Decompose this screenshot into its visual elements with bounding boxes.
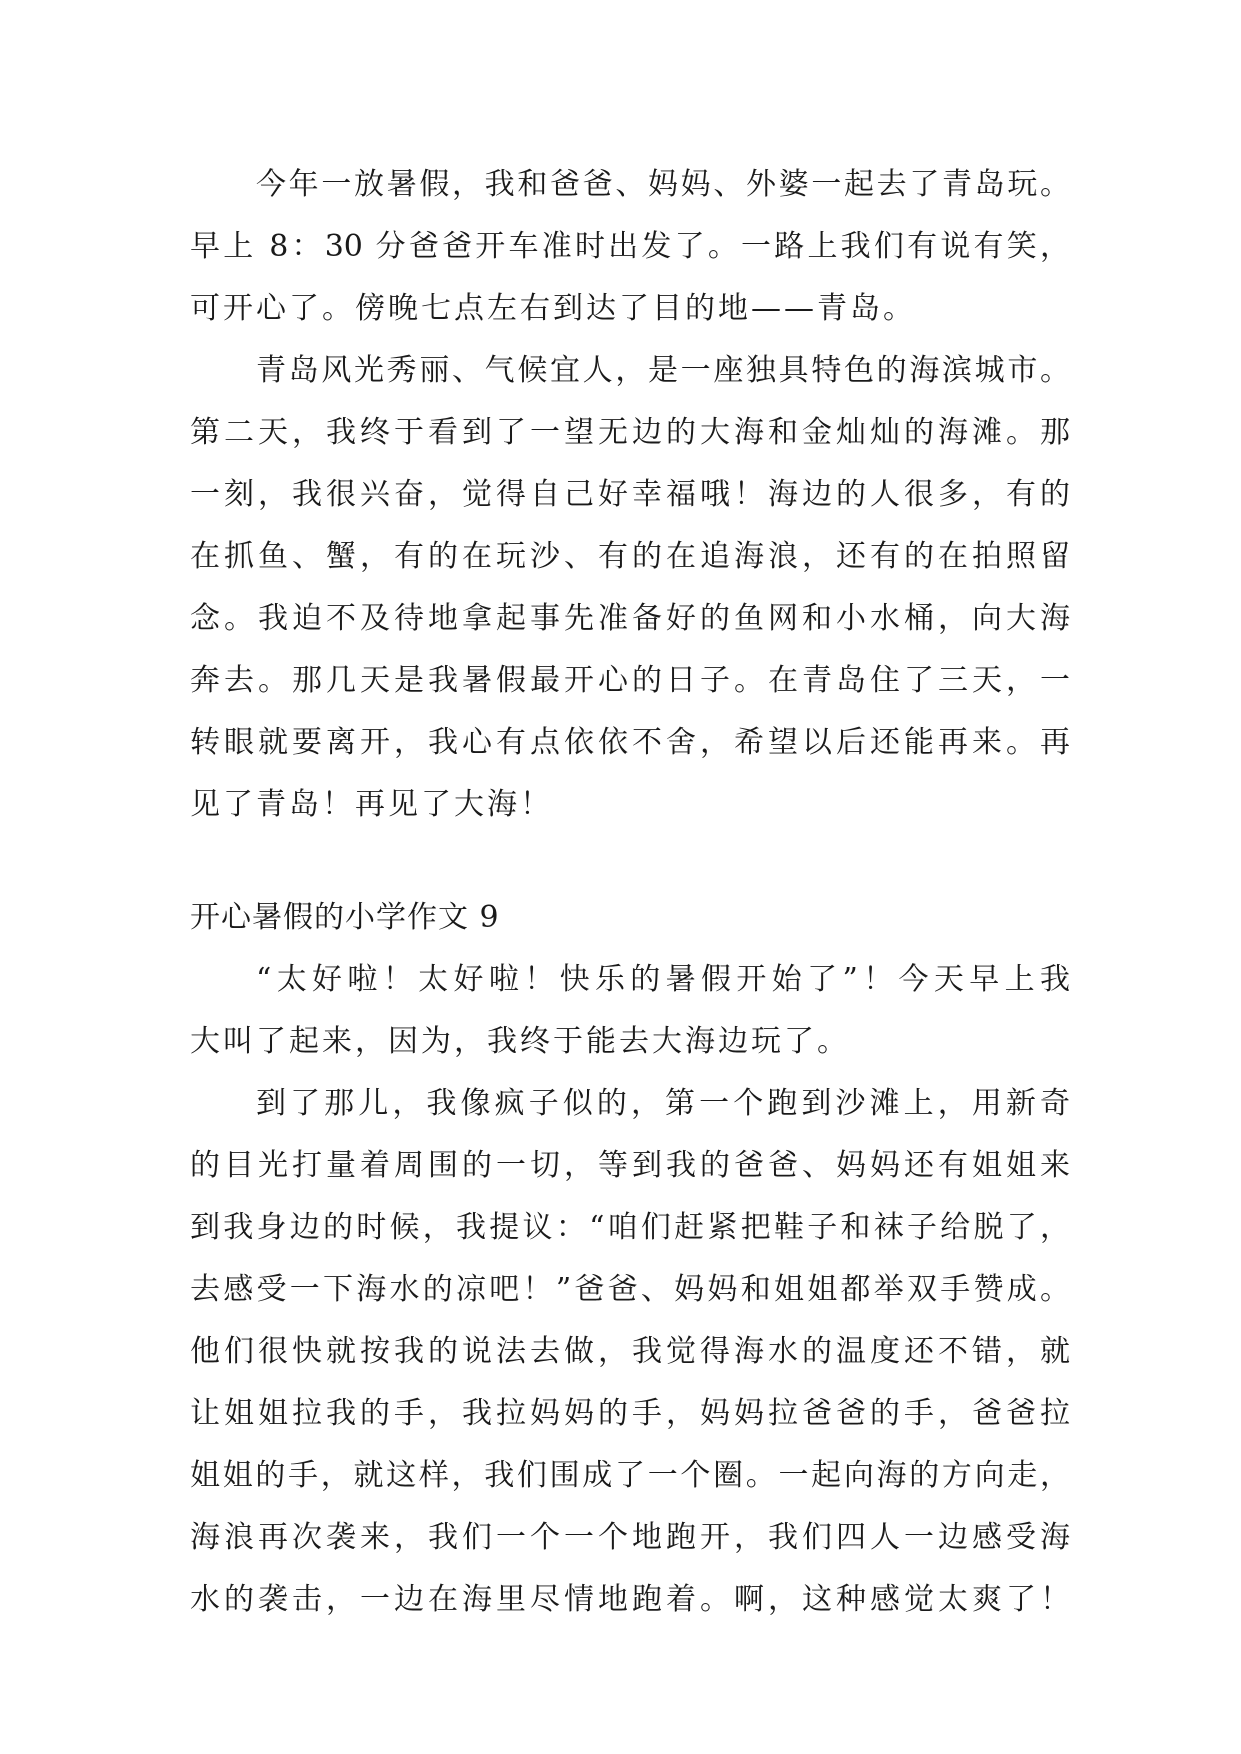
para4-line-3: 到我身边的时候，我提议：“咱们赶紧把鞋子和袜子给脱了， [190, 1210, 1070, 1245]
para3-line-1: “太好啦！太好啦！快乐的暑假开始了”！今天早上我 [256, 962, 1070, 997]
para2-line-4: 在抓鱼、蟹，有的在玩沙、有的在追海浪，还有的在拍照留 [190, 539, 1070, 574]
para1-line-3: 可开心了。傍晚七点左右到达了目的地——青岛。 [190, 291, 916, 326]
para4-line-8: 海浪再次袭来，我们一个一个地跑开，我们四人一边感受海 [190, 1520, 1070, 1555]
para2-line-3: 一刻，我很兴奋，觉得自己好幸福哦！海边的人很多，有的 [190, 477, 1070, 512]
para4-line-4: 去感受一下海水的凉吧！”爸爸、妈妈和姐姐都举双手赞成。 [190, 1272, 1070, 1307]
para4-line-1: 到了那儿，我像疯子似的，第一个跑到沙滩上，用新奇 [256, 1086, 1070, 1121]
para2-line-8: 见了青岛！再见了大海！ [190, 787, 553, 822]
para2-line-5: 念。我迫不及待地拿起事先准备好的鱼网和小水桶，向大海 [190, 601, 1070, 636]
para4-line-2: 的目光打量着周围的一切，等到我的爸爸、妈妈还有姐姐来 [190, 1148, 1070, 1183]
para2-line-7: 转眼就要离开，我心有点依依不舍，希望以后还能再来。再 [190, 725, 1070, 760]
para2-line-1: 青岛风光秀丽、气候宜人，是一座独具特色的海滨城市。 [256, 353, 1070, 388]
para3-line-2: 大叫了起来，因为，我终于能去大海边玩了。 [190, 1024, 850, 1059]
para1-line-2: 早上 8：30 分爸爸开车准时出发了。一路上我们有说有笑， [190, 229, 1070, 264]
para4-line-7: 姐姐的手，就这样，我们围成了一个圈。一起向海的方向走， [190, 1458, 1070, 1493]
para4-line-6: 让姐姐拉我的手，我拉妈妈的手，妈妈拉爸爸的手，爸爸拉 [190, 1396, 1070, 1431]
para4-line-5: 他们很快就按我的说法去做，我觉得海水的温度还不错，就 [190, 1334, 1070, 1369]
para4-line-9: 水的袭击，一边在海里尽情地跑着。啊，这种感觉太爽了！ [190, 1582, 1070, 1617]
para1-line-1: 今年一放暑假，我和爸爸、妈妈、外婆一起去了青岛玩。 [256, 167, 1070, 202]
para2-line-6: 奔去。那几天是我暑假最开心的日子。在青岛住了三天，一 [190, 663, 1070, 698]
para2-line-2: 第二天，我终于看到了一望无边的大海和金灿灿的海滩。那 [190, 415, 1070, 450]
section-title: 开心暑假的小学作文 9 [190, 900, 500, 935]
